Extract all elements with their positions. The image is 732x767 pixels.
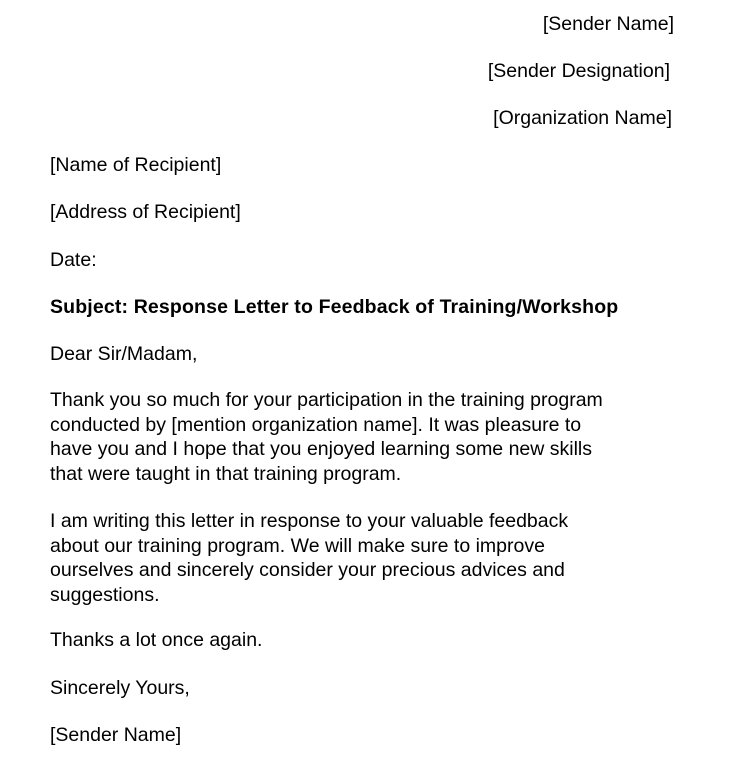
paragraph-line: conducted by [mention organization name]. It was pleasure to [50,413,582,436]
recipient-name: [Name of Recipient] [50,154,222,176]
subject-line: Subject: Response Letter to Feedback of Training/Workshop [50,296,619,318]
salutation: Dear Sir/Madam, [50,343,198,365]
paragraph-line: have you and I hope that you enjoyed learning some new skills [50,438,593,460]
paragraph-line: suggestions. [50,583,160,606]
signature: [Sender Name] [50,724,182,746]
paragraph-line: I am writing this letter in response to your valuable feedback [50,510,569,532]
sender-organization: [Organization Name] [493,107,672,129]
paragraph-line: that were taught in that training program. [50,462,402,485]
body-paragraph-2 [50,509,690,607]
closing: Sincerely Yours, [50,677,190,699]
paragraph-line: ourselves and sincerely consider your precious advices and [50,559,565,581]
recipient-address: [Address of Recipient] [50,201,241,223]
paragraph-line: about our training program. We will make sure to improve [50,534,545,557]
date-label: Date: [50,249,97,271]
sender-name: [Sender Name] [542,13,674,35]
body-paragraph-1 [50,388,690,486]
body-paragraph-3: Thanks a lot once again. [50,629,263,651]
paragraph-line: Thank you so much for your participation in the training program [50,389,603,411]
sender-designation: [Sender Designation] [487,60,670,82]
